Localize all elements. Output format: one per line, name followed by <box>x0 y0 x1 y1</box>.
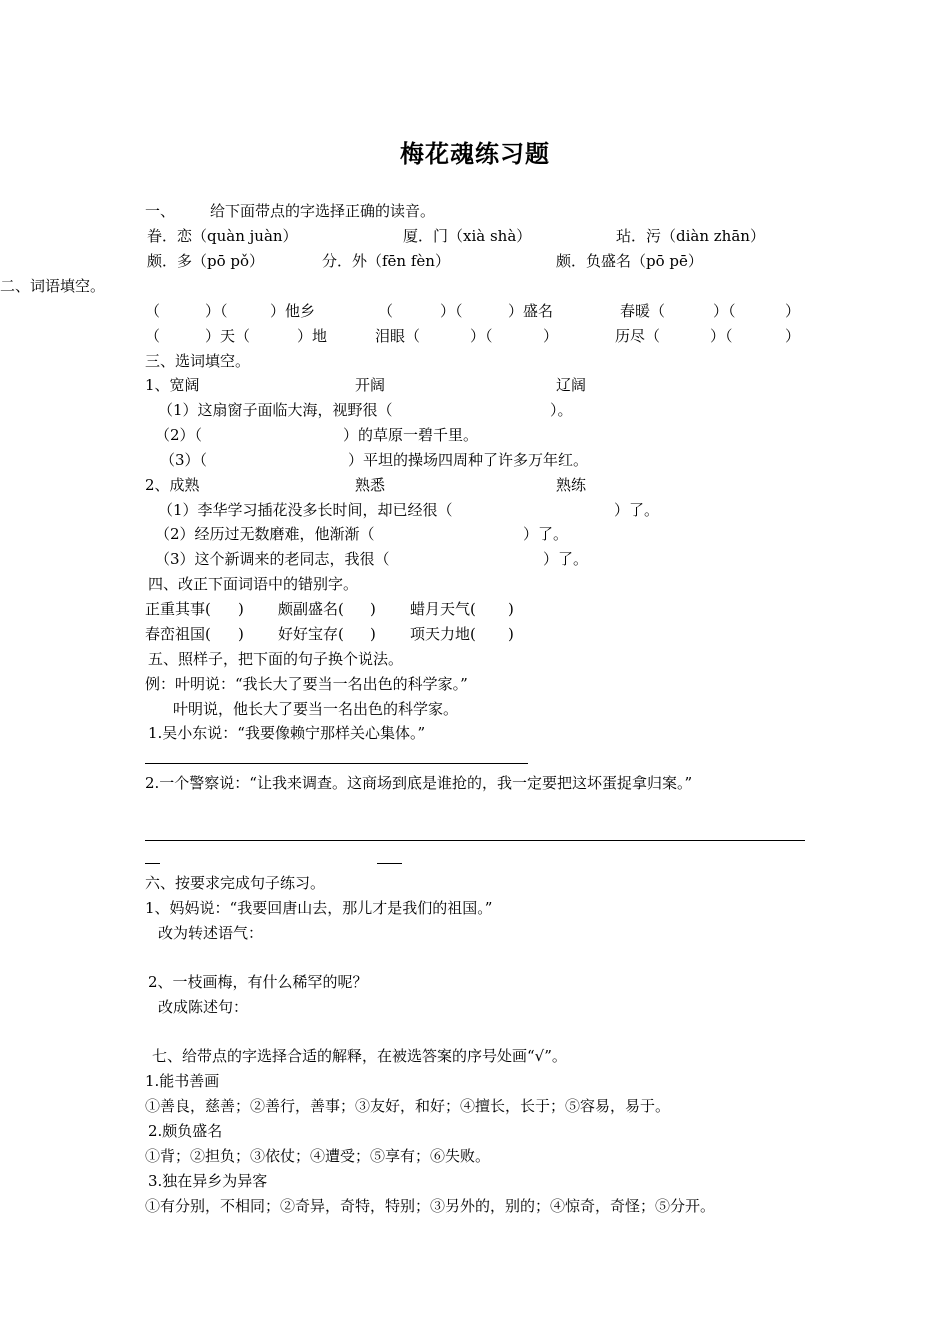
example-answer: 叶明说，他长大了要当一名出色的科学家。 <box>173 700 459 718</box>
pinyin-item: 厦．门（xià shà） <box>403 227 532 245</box>
question-text: 1、妈妈说：“我要回唐山去，那儿才是我们的祖国。” <box>145 899 493 917</box>
typo-paren: ) <box>238 600 244 618</box>
typo-paren: ) <box>508 600 514 618</box>
question-text: ）平坦的操场四周种了许多万年红。 <box>348 451 589 469</box>
fill-part: ）地 <box>297 327 328 345</box>
answer-line <box>145 763 528 764</box>
question-text: ）的草原一碧千里。 <box>343 426 479 444</box>
typo-word: 颇副盛名( <box>278 600 344 618</box>
fill-part: ）（ <box>710 327 733 345</box>
instruction-text: 改为转述语气： <box>158 924 264 942</box>
fill-part: （ <box>378 302 394 320</box>
question-text: （3）（ <box>160 451 208 469</box>
question-text: （2）（ <box>155 426 203 444</box>
question-text: （3）这个新调来的老同志，我很（ <box>155 550 390 568</box>
section-3-heading: 三、选词填空。 <box>145 352 251 370</box>
section-7-heading: 七、给带点的字选择合适的解释，在被选答案的序号处画“√”。 <box>152 1047 567 1065</box>
fill-part: ）他乡 <box>270 302 316 320</box>
answer-options: ①善良，慈善；②善行，善事；③友好，和好；④擅长，长于；⑤容易，易于。 <box>145 1097 671 1115</box>
fill-part: 春暖（ <box>620 302 666 320</box>
word-option: 辽阔 <box>556 376 587 394</box>
pinyin-item: 分．外（fēn fèn） <box>322 252 450 270</box>
section-2-heading: 二、词语填空。 <box>0 277 106 295</box>
fill-part: ）盛名 <box>508 302 554 320</box>
typo-paren: ) <box>370 600 376 618</box>
fill-part: ）（ <box>713 302 736 320</box>
typo-paren: ) <box>370 625 376 643</box>
typo-word: 好好宝存( <box>278 625 344 643</box>
question-text: （1）李华学习插花没多长时间，却已经很（ <box>158 501 453 519</box>
typo-paren: ) <box>238 625 244 643</box>
question-text: ）了。 <box>614 501 660 519</box>
answer-options: ①有分别，不相同；②奇异，奇特，特别；③另外的，别的；④惊奇，奇怪；⑤分开。 <box>145 1197 716 1215</box>
question-text: （2）经历过无数磨难，他渐渐（ <box>155 525 375 543</box>
typo-paren: ) <box>508 625 514 643</box>
question-text: 2.颇负盛名 <box>148 1122 223 1140</box>
fill-part: （ <box>145 327 161 345</box>
question-text: ）。 <box>550 401 573 419</box>
typo-word: 蜡月天气( <box>410 600 476 618</box>
fill-part: （ <box>145 302 161 320</box>
fill-part: ） <box>543 327 559 345</box>
answer-line <box>145 863 160 864</box>
fill-part: ）天（ <box>205 327 251 345</box>
typo-word: 正重其事( <box>145 600 211 618</box>
typo-word: 项天力地( <box>410 625 476 643</box>
fill-part: 历尽（ <box>615 327 661 345</box>
question-text: ）了。 <box>543 550 589 568</box>
instruction-text: 改成陈述句： <box>158 998 249 1016</box>
fill-part: ）（ <box>205 302 228 320</box>
section-4-heading: 四、改正下面词语中的错别字。 <box>148 575 359 593</box>
example-sentence: 例：叶明说：“我长大了要当一名出色的科学家。” <box>145 675 468 693</box>
word-option: 熟悉 <box>355 476 386 494</box>
question-text: 3.独在异乡为异客 <box>148 1172 268 1190</box>
section-6-heading: 六、按要求完成句子练习。 <box>145 874 326 892</box>
typo-word: 春峦祖国( <box>145 625 211 643</box>
question-text: 1.能书善画 <box>145 1072 220 1090</box>
pinyin-item: 玷．污（diàn zhān） <box>616 227 765 245</box>
pinyin-item: 颇．负盛名（pō pē） <box>556 252 703 270</box>
page-title: 梅花魂练习题 <box>400 139 550 168</box>
fill-part: ）（ <box>440 302 463 320</box>
fill-part: ） <box>785 327 801 345</box>
question-text: 2.一个警察说：“让我来调查。这商场到底是谁抢的，我一定要把这坏蛋捉拿归案。” <box>145 774 693 792</box>
question-text: （1）这扇窗子面临大海，视野很（ <box>158 401 393 419</box>
section-5-heading: 五、照样子，把下面的句子换个说法。 <box>148 650 404 668</box>
question-text: ）了。 <box>523 525 569 543</box>
answer-line <box>145 840 805 841</box>
word-option: 熟练 <box>556 476 587 494</box>
word-option: 1、宽阔 <box>145 376 200 394</box>
pinyin-item: 眷．恋（quàn juàn） <box>147 227 298 245</box>
answer-line <box>377 863 402 864</box>
section-1-number: 一、 <box>145 202 176 220</box>
answer-options: ①背；②担负；③依仗；④遭受；⑤享有；⑥失败。 <box>145 1147 491 1165</box>
word-option: 2、成熟 <box>145 476 200 494</box>
question-text: 2、一枝画梅，有什么稀罕的呢？ <box>148 973 368 991</box>
fill-part: 泪眼（ <box>375 327 421 345</box>
fill-part: ） <box>785 302 801 320</box>
fill-part: ）（ <box>470 327 493 345</box>
question-text: 1.吴小东说：“我要像赖宁那样关心集体。” <box>148 724 426 742</box>
pinyin-item: 颇．多（pō pǒ） <box>147 252 265 270</box>
section-1-title: 给下面带点的字选择正确的读音。 <box>210 202 436 220</box>
word-option: 开阔 <box>355 376 386 394</box>
